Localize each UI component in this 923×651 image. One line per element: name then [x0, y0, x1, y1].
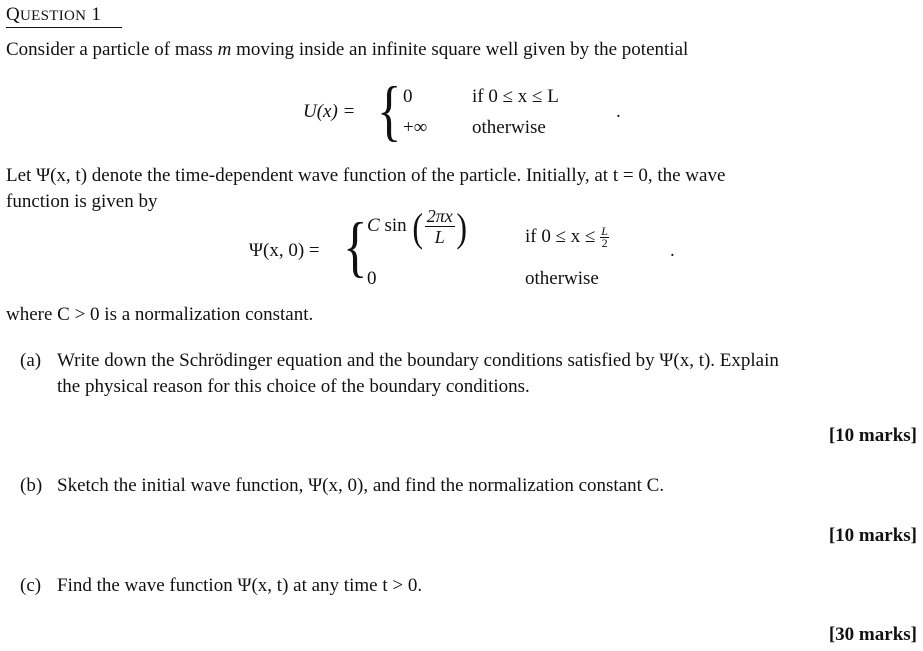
part-a-marks: [10 marks]: [828, 425, 917, 446]
half-length-fraction: $\frac{L}{2}$: [601, 224, 608, 251]
wave-brace: {: [343, 208, 368, 284]
potential-case1-value: 0: [403, 86, 413, 107]
wave-case1-expression: [367, 206, 468, 248]
heading-underline: [6, 27, 122, 28]
mass-symbol: m: [217, 39, 232, 60]
intro-text: Consider a particle of mass m moving inside an infinite square well given by the potential: [6, 39, 689, 60]
wave-case1-condition: if 0 ≤ x ≤ $\frac{L}{2}$: [525, 224, 608, 251]
left-paren: (: [412, 204, 424, 250]
sine-function: sin: [384, 214, 407, 236]
potential-period: .: [616, 101, 621, 122]
wave-lhs: Ψ(x, 0) =: [249, 240, 320, 261]
part-a-label: (a): [20, 350, 42, 371]
part-c-label: (c): [20, 575, 42, 596]
potential-brace: {: [377, 72, 402, 148]
heading-smallcaps: UESTION: [20, 8, 87, 24]
potential-lhs: U(x) =: [303, 101, 356, 122]
part-c-marks: [30 marks]: [828, 624, 917, 645]
wave-case2-value: 0: [367, 268, 377, 289]
potential-case2-condition: otherwise: [472, 117, 546, 138]
question-heading: [6, 4, 101, 26]
wave-intro-line1: Let Ψ(x, t) denote the time-dependent wave function of the particle. Initially, at t = 0, the wave: [6, 165, 726, 186]
part-b-label: (b): [20, 475, 43, 496]
potential-case2-value: +∞: [403, 117, 428, 138]
heading-number: 1: [91, 4, 102, 25]
normalization-constant: C: [367, 214, 380, 236]
sine-argument-fraction: [425, 206, 455, 247]
wave-intro-line2: function is given by: [6, 191, 158, 212]
part-b-line1: Sketch the initial wave function, Ψ(x, 0), and find the normalization constant C.: [57, 475, 665, 496]
fraction-numerator: 2πx: [426, 206, 453, 226]
part-a-line1: Write down the Schrödinger equation and the boundary conditions satisfied by Ψ(x, t). Explain: [57, 350, 779, 371]
part-c-line1: Find the wave function Ψ(x, t) at any time t > 0.: [57, 575, 423, 596]
part-a-line2: the physical reason for this choice of the boundary conditions.: [57, 376, 530, 397]
wave-period: .: [670, 240, 675, 261]
heading-initial: Q: [6, 4, 21, 25]
wave-case2-condition: otherwise: [525, 268, 599, 289]
fraction-denominator: L: [434, 227, 445, 247]
part-b-marks: [10 marks]: [828, 525, 917, 546]
right-paren: ): [456, 204, 467, 250]
normalization-note: where C > 0 is a normalization constant.: [6, 304, 314, 325]
potential-case1-condition: if 0 ≤ x ≤ L: [472, 86, 559, 107]
